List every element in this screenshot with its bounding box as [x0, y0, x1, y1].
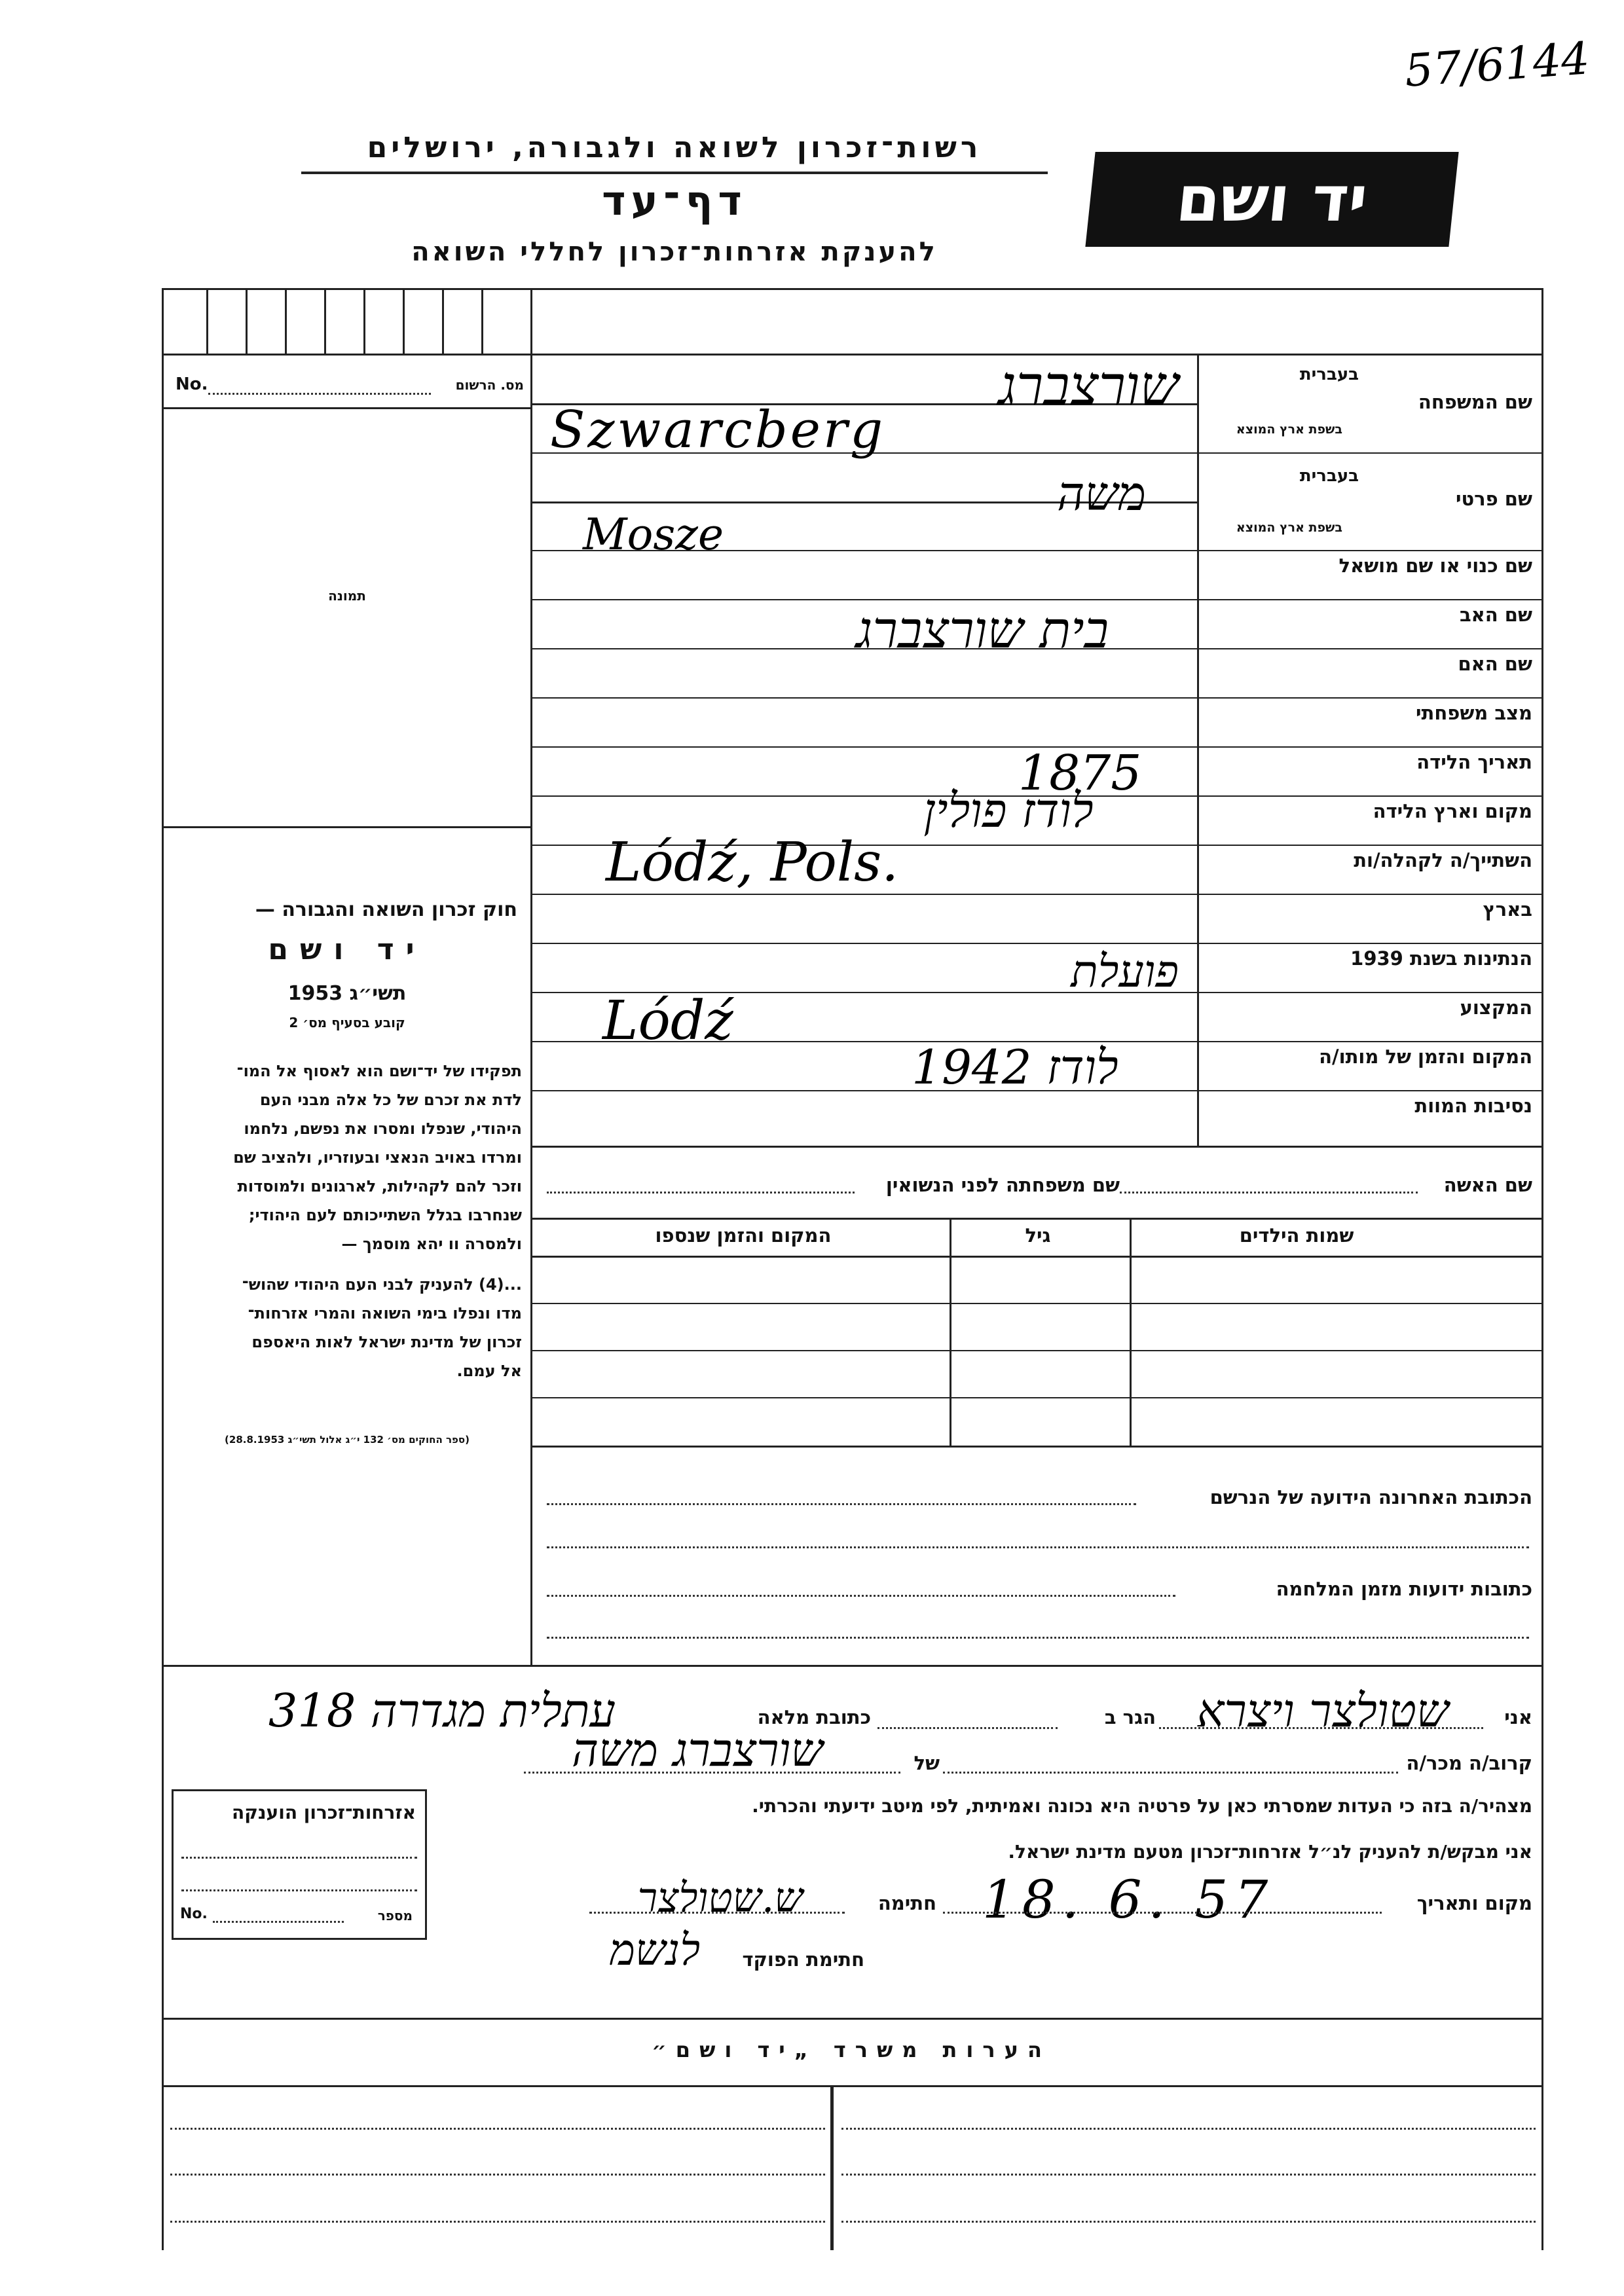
registry-no-dots [208, 393, 431, 395]
hw-death: לודז 1942 [912, 1040, 1118, 1095]
archive-number: 57/6144 [1403, 33, 1591, 98]
last-address-dots-2 [547, 1546, 1529, 1548]
citizenship-box [172, 1789, 427, 1940]
logo-text: יד ושם [1173, 162, 1371, 236]
nickname-label: שם כנוי או שם מושאל [1338, 555, 1532, 577]
relative-label: קרוב/ה מכר/ה [1406, 1752, 1532, 1774]
relative-dots [943, 1772, 1398, 1774]
family-name-origin-sub: בשפת ארץ המוצא [1236, 422, 1342, 437]
mother-label: שם האם [1458, 653, 1532, 675]
first-name-label: שם פרטי [1455, 488, 1532, 510]
family-name-hebrew-sub: בעברית [1299, 365, 1359, 384]
place-time-perished-header: המקום והזמן שנספו [655, 1224, 832, 1247]
notes-left [162, 2018, 164, 2250]
family-name-label: שם המשפחה [1418, 391, 1532, 413]
notes-right [1541, 2018, 1543, 2250]
hw-birth-date: 1875 [1018, 745, 1142, 801]
hw-birth-place: לודז פולין [923, 783, 1094, 838]
law-text-line: ...(4) להעניק לבני העם היהודי שהוש־ [242, 1275, 522, 1294]
wife-row-top [532, 1146, 1543, 1148]
children-row-3 [532, 1397, 1543, 1398]
notes-dots-3 [170, 2174, 825, 2176]
citizenship-box-dots-1 [181, 1857, 417, 1859]
wartime-addresses-dots-2 [547, 1637, 1529, 1639]
hw-relation-name: שורצברג משה [571, 1723, 824, 1777]
field-row-line [532, 894, 1543, 895]
citizenship-box-dots-2 [181, 1889, 417, 1891]
age-header: גיל [1025, 1224, 1051, 1247]
grid-bottom [162, 354, 532, 355]
frame-top [162, 288, 1543, 290]
hw-signature: ש.שטולצר [637, 1874, 803, 1922]
birth-place-label: מקום וארץ הלידה [1373, 800, 1532, 822]
notes-dots-6 [841, 2221, 1536, 2223]
law-text-line: ולמסרה וו יהא מוסמך — [341, 1235, 522, 1253]
law-title: חוק זכרון השואה והגבורה — [255, 898, 517, 921]
citizenship-box-title: אזרחות־זכרון הוענקה [232, 1802, 416, 1823]
frame-right [1541, 288, 1543, 2020]
law-text-line: שנחרבו בגלל השתייכותם לעם היהודי; [248, 1206, 522, 1224]
registry-underline [162, 407, 532, 409]
notes-dots-4 [841, 2174, 1536, 2176]
declaration-request: אני מבקש/ת להעניק לנ״ל אזרחות־זכרון מטעם מדינת ישראל. [1008, 1841, 1532, 1863]
hw-date: 18. 6. 57 [982, 1869, 1275, 1930]
resident-of-label: הגר ב [1104, 1706, 1156, 1728]
children-row-1 [532, 1303, 1543, 1304]
last-address-dots-1 [547, 1503, 1136, 1505]
children-header-bottom [532, 1256, 1543, 1258]
law-text-line: מדו ונפלו בימי השואה והמרי אזרחות־ [248, 1304, 522, 1322]
photo-bottom [162, 826, 532, 828]
law-text-line: זכרון של מדינת ישראל לאות היאספם [251, 1333, 522, 1351]
wife-name-label: שם האשה [1443, 1174, 1532, 1196]
hw-first-name-latin: Mosze [583, 509, 724, 560]
official-signature-label: חתימת הפוקד [742, 1948, 864, 1971]
law-text-line: אל עמם. [456, 1362, 522, 1380]
declaration-statement: מצהיר/ה בזה כי העדות שמסרתי כאן על פרטיה היא נכונה ואמיתית, לפי מיטב ידיעתי והכרתי. [752, 1795, 1532, 1817]
birth-date-label: תאריך הלידה [1416, 751, 1532, 773]
place-date-label: מקום ותאריך [1416, 1892, 1532, 1914]
citizenship-box-no-dots [213, 1921, 344, 1923]
children-divider-2 [950, 1218, 951, 1447]
form-subtitle: להענקת אזרחות־זכרון לחללי השואה [411, 237, 938, 267]
resident-of-dots [877, 1727, 1058, 1729]
father-label: שם האב [1459, 604, 1532, 626]
hw-declarant-address: עתלית מגדרה 318 [268, 1684, 616, 1738]
frame-left [162, 288, 164, 2020]
grid-divider [285, 288, 287, 354]
wife-name-dots [1120, 1192, 1418, 1194]
hw-profession: פועלת [1071, 946, 1179, 998]
law-citation: (ספר החוקים מס׳ 132 י״ג אלול תשי״ג 28.8.1953) [225, 1434, 470, 1446]
children-row-2 [532, 1350, 1543, 1351]
children-names-header: שמות הילדים [1239, 1224, 1354, 1247]
wartime-addresses-dots-1 [547, 1595, 1175, 1597]
field-row-line [532, 599, 1543, 600]
notes-dots-2 [841, 2128, 1536, 2130]
left-column-divider [530, 288, 532, 1666]
hw-family-name-hebrew: שורצברג [998, 354, 1179, 418]
children-divider-1 [1130, 1218, 1132, 1447]
declarant-name-dots [1159, 1727, 1483, 1729]
hw-community: Lódź, Pols. [606, 831, 899, 894]
grid-divider [206, 288, 208, 354]
notes-dots-1 [170, 2128, 825, 2130]
of-label: של [913, 1752, 940, 1774]
citizenship-label: הנתינות בשנת 1939 [1350, 947, 1532, 970]
grid-divider [324, 288, 326, 354]
authority-header: רשות־זכרון לשואה ולגבורה, ירושלים [367, 131, 982, 164]
wartime-addresses-label: כתובות ידועות מזמן המלחמה [1276, 1578, 1532, 1600]
grid-divider [481, 288, 483, 354]
maiden-name-label: שם משפחתה לפני הנשואין [885, 1174, 1120, 1196]
hw-first-name-hebrew: משה [1057, 466, 1146, 521]
hw-declarant-name: שטולצר ויצרא [1196, 1684, 1449, 1738]
maiden-name-dots [547, 1192, 855, 1194]
marital-status-label: מצב משפחתי [1415, 702, 1532, 724]
relation-name-dots [524, 1772, 900, 1774]
law-text-line: וזכר להם לקהילות, לארגונים ולמוסדות [237, 1177, 522, 1195]
law-text-line: ומרדו באויב הנאצי ובעוזריו, ולהציב שם [233, 1148, 522, 1167]
first-name-origin-sub: בשפת ארץ המוצא [1236, 520, 1342, 535]
profession-label: המקצוע [1460, 996, 1532, 1019]
place-date-dots [943, 1912, 1382, 1914]
field-row-line [532, 943, 1543, 944]
office-notes-title: הערות משרד „יד ושם״ [652, 2037, 1051, 2062]
declaration-i-label: אני [1504, 1706, 1532, 1728]
signature-label: חתימה [877, 1892, 936, 1914]
hw-family-name-latin: Szwarcberg [550, 401, 886, 460]
notes-header-bottom [162, 2085, 1543, 2087]
first-name-hebrew-sub: בעברית [1299, 466, 1359, 486]
signature-dots [589, 1912, 845, 1914]
death-circumstances-label: נסיבות המוות [1414, 1095, 1532, 1117]
law-text-line: לדת את זכרם של כל אלה מבני העם [259, 1091, 522, 1109]
photo-label: תמונה [328, 588, 366, 604]
registry-no-latin: No. [175, 374, 208, 394]
full-address-label: כתובת מלאה [757, 1706, 871, 1728]
law-text-line: היהודי, שנפלו ומסרו את נפשם, נלחמו [244, 1120, 522, 1138]
death-place-time-label: המקום והזמן של מותו/ה [1319, 1046, 1532, 1068]
notes-divider [830, 2085, 834, 2250]
law-year: תשי״ג 1953 [287, 982, 407, 1005]
children-table-bottom [532, 1446, 1543, 1448]
community-label: השתייך/ה לקהלה/ות [1354, 849, 1532, 871]
citizenship-box-no: No. [180, 1906, 208, 1922]
label-column-divider [1197, 354, 1199, 1147]
authority-underline [301, 172, 1048, 174]
grid-divider [403, 288, 405, 354]
last-address-label: הכתובת האחרונה הידועה של הנרשם [1209, 1486, 1532, 1508]
country-label: בארץ [1483, 898, 1532, 920]
hw-official-signature: לנשמ [609, 1925, 701, 1975]
law-text-line: תפקידו של יד־ושם הוא לאסוף אל המו־ [236, 1062, 522, 1080]
registry-no-hebrew: מס. הרשום [455, 377, 524, 393]
children-header-top [532, 1218, 1543, 1220]
grid-divider [363, 288, 365, 354]
field-row-line [532, 697, 1543, 699]
notes-dots-5 [170, 2221, 825, 2223]
law-name: יד ושם [268, 933, 426, 966]
notes-top [162, 2018, 1543, 2020]
grid-divider [246, 288, 248, 354]
hw-father: בית שורצברג [855, 601, 1109, 660]
declaration-top [162, 1665, 1543, 1667]
law-section: קובע בסעיף מס׳ 2 [289, 1015, 405, 1030]
yad-vashem-logo [1085, 152, 1458, 247]
grid-divider [442, 288, 444, 354]
citizenship-box-number-label: מספר [377, 1908, 413, 1923]
form-title: דף־עד [602, 177, 747, 225]
hw-profession-latin: Lódź [602, 990, 733, 1052]
